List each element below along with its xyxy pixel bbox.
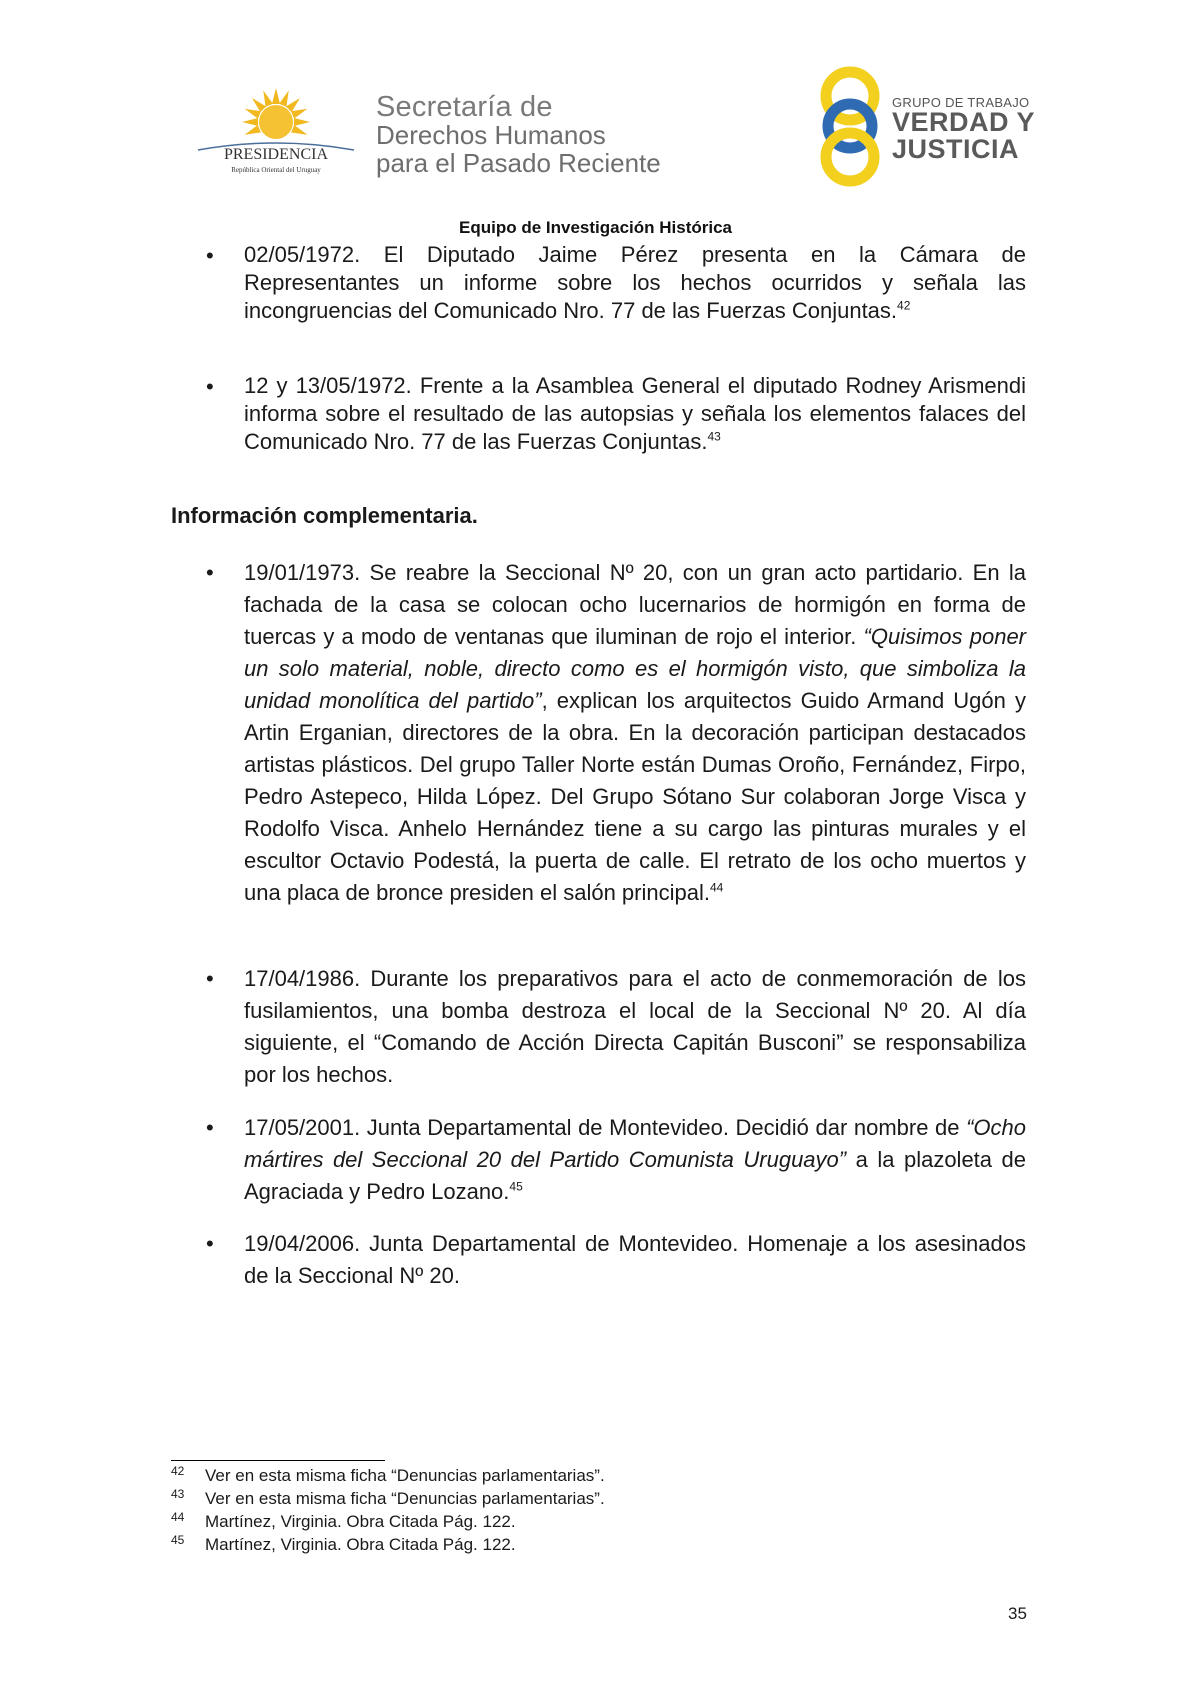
footnote-text: Ver en esta misma ficha “Denuncias parlamentarias”. bbox=[205, 1489, 605, 1508]
footnote-42 bbox=[171, 1464, 605, 1487]
bullet-item-3-text-a: 19/01/1973. Se reabre la Seccional Nº 20, con un gran acto partidario. En la fachada de la casa se colocan ocho lucernarios de hormigón en forma de tuercas y a modo de ventanas que iluminan de rojo el interior. bbox=[244, 560, 1026, 649]
secretaria-logo-text bbox=[376, 92, 661, 177]
section-heading: Información complementaria. bbox=[171, 503, 478, 528]
bullet-item-3-quote: “Quisimos poner un solo material, noble, directo como es el hormigón visto, que simboliza la unidad monolítica del partido” bbox=[244, 624, 1026, 713]
secretaria-line-1: Secretaría de bbox=[376, 91, 553, 123]
bullet-marker: • bbox=[206, 1231, 214, 1256]
footnote-ref-42: 42 bbox=[897, 298, 911, 313]
bullet-item-5-text-a: 17/05/2001. Junta Departamental de Montevideo. Decidió dar nombre de bbox=[244, 1115, 967, 1140]
bullet-item-6-text: 19/04/2006. Junta Departamental de Montevideo. Homenaje a los asesinados de la Seccional Nº 20. bbox=[244, 1231, 1026, 1288]
footnote-ref-43: 43 bbox=[707, 429, 721, 444]
bullet-marker: • bbox=[206, 1115, 214, 1140]
presidencia-name: PRESIDENCIA bbox=[223, 146, 328, 163]
justicia-label: JUSTICIA bbox=[892, 134, 1020, 164]
bullet-item-6 bbox=[244, 1228, 1026, 1292]
footnote-text: Martínez, Virginia. Obra Citada Pág. 122. bbox=[205, 1512, 516, 1531]
footnote-text: Ver en esta misma ficha “Denuncias parlamentarias”. bbox=[205, 1466, 605, 1485]
footnote-ref-44: 44 bbox=[709, 880, 724, 895]
bullet-marker: • bbox=[206, 966, 214, 991]
footnote-45 bbox=[171, 1533, 516, 1556]
footnote-number: 44 bbox=[171, 1510, 185, 1524]
bullet-item-3-text-b: , explican los arquitectos Guido Armand Ugón y Artin Erganian, directores de la obra. En la decoración participan destacados artistas plásticos. Del grupo Taller Norte están Dumas Oroño, Fernández, Firpo, Pedro Astepeco, Hilda López. Del Grupo Sótano Sur colaboran Jorge Visca y Rodolfo Visca. Anhelo Hernández tiene a su cargo las pinturas murales y el escultor Octavio Podestá, la puerta de calle. El retrato de los ocho muertos y una placa de bronce presiden el salón principal. bbox=[244, 688, 1026, 905]
page-number: 35 bbox=[1008, 1604, 1027, 1623]
footnote-44 bbox=[171, 1510, 516, 1533]
verdad-label: VERDAD Y bbox=[892, 107, 1036, 137]
bullet-item-5-text-b: a la plazoleta de Agraciada y Pedro Lozano. bbox=[244, 1147, 1026, 1204]
bullet-item-4-text: 17/04/1986. Durante los preparativos para el acto de conmemoración de los fusilamientos, una bomba destroza el local de la Seccional Nº 20. Al día siguiente, el “Comando de Acción Directa Capitán Busconi” se responsabiliza por los hechos. bbox=[244, 966, 1026, 1087]
footnote-43 bbox=[171, 1487, 605, 1510]
footnote-number: 45 bbox=[171, 1533, 185, 1547]
footnote-number: 43 bbox=[171, 1487, 185, 1501]
footnote-divider bbox=[171, 1460, 385, 1461]
presidencia-subtitle: República Oriental del Uruguay bbox=[231, 166, 321, 174]
bullet-item-1-text: 02/05/1972. El Diputado Jaime Pérez presenta en la Cámara de Representantes un informe sobre los hechos ocurridos y señala las incongruencias del Comunicado Nro. 77 de las Fuerzas Conjuntas. bbox=[244, 242, 1026, 323]
verdad-justicia-text bbox=[892, 96, 1035, 163]
footnote-ref-45: 45 bbox=[509, 1179, 523, 1194]
bullet-item-1 bbox=[244, 241, 1026, 325]
footnote-number: 42 bbox=[171, 1464, 185, 1478]
bullet-item-5 bbox=[244, 1112, 1026, 1208]
bullet-item-4 bbox=[244, 963, 1026, 1091]
bullet-item-3 bbox=[244, 557, 1026, 909]
bullet-item-2-text: 12 y 13/05/1972. Frente a la Asamblea General el diputado Rodney Arismendi informa sobre el resultado de las autopsias y señala los elementos falaces del Comunicado Nro. 77 de las Fuerzas Conjuntas. bbox=[244, 373, 1026, 454]
bullet-item-2 bbox=[244, 372, 1026, 456]
secretaria-line-2: Derechos Humanos bbox=[376, 120, 606, 151]
secretaria-line-3: para el Pasado Reciente bbox=[376, 147, 661, 178]
team-title: Equipo de Investigación Histórica bbox=[459, 218, 732, 237]
bullet-marker: • bbox=[206, 243, 214, 268]
presidencia-logo bbox=[196, 84, 356, 180]
bullet-item-5-quote: “Ocho mártires del Seccional 20 del Partido Comunista Uruguayo” bbox=[244, 1115, 1026, 1172]
grupo-label: GRUPO DE TRABAJO bbox=[892, 95, 1030, 110]
bullet-marker: • bbox=[206, 560, 214, 585]
bullet-marker: • bbox=[206, 374, 214, 399]
footnote-text: Martínez, Virginia. Obra Citada Pág. 122. bbox=[205, 1535, 516, 1554]
